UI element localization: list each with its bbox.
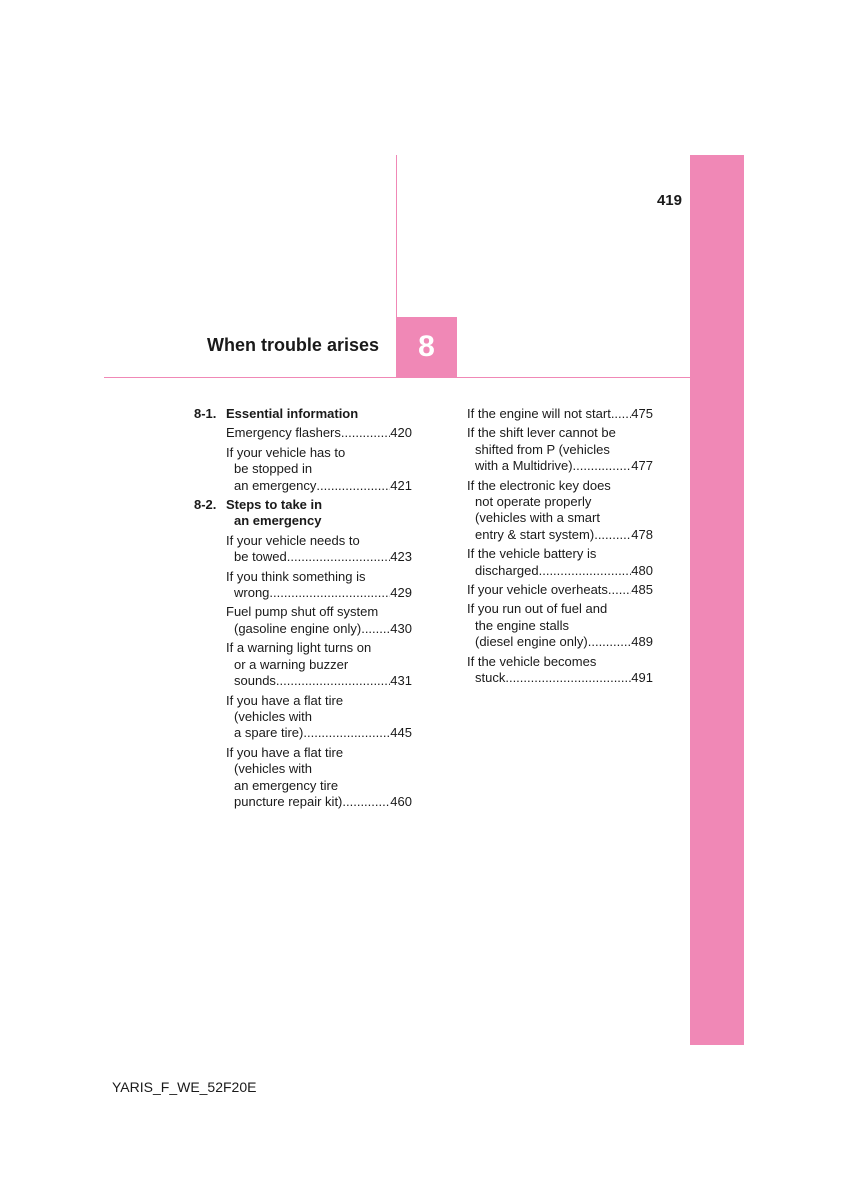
toc-page-number: 477 xyxy=(631,458,653,474)
toc-entry-line: (diesel engine only) xyxy=(475,634,588,650)
toc-entry-last-line xyxy=(226,425,412,441)
toc-page-number: 475 xyxy=(631,406,653,421)
toc-entry-line: wrong xyxy=(234,585,270,601)
toc-entry[interactable] xyxy=(226,533,412,566)
chapter-number-box xyxy=(396,317,457,377)
toc-page-number: 423 xyxy=(390,549,412,565)
toc-entry-last-line xyxy=(467,527,653,543)
toc-leader-dots xyxy=(505,670,631,686)
toc-page-number: 491 xyxy=(631,670,653,686)
toc-entry-line: entry & start system) xyxy=(475,526,595,542)
toc-leader-dots xyxy=(316,478,390,494)
toc-entry-last-line xyxy=(226,725,412,741)
toc-section-heading xyxy=(194,497,412,530)
toc-entry-line: (gasoline engine only) xyxy=(234,620,362,636)
toc-leader-dots xyxy=(342,794,390,810)
toc-entry-line: If your vehicle has to xyxy=(226,444,346,460)
toc-entry-line: If you think something is xyxy=(226,568,366,584)
toc-entry-line: If you run out of fuel and xyxy=(467,601,608,617)
toc-page-number: 478 xyxy=(631,526,653,542)
toc-section-title-line: Steps to take in xyxy=(226,497,323,513)
toc-entry-line: If a warning light turns on xyxy=(226,640,372,656)
toc-entry-line: If your vehicle needs to xyxy=(226,532,360,548)
toc-leader-dots xyxy=(539,563,632,579)
toc-entry[interactable] xyxy=(226,569,412,602)
toc-entry-line: If you have a flat tire xyxy=(226,692,344,708)
toc-entry-line: stuck xyxy=(475,670,506,686)
toc-leader-dots xyxy=(341,425,390,441)
toc-leader-dots xyxy=(303,725,390,741)
toc-entry[interactable] xyxy=(467,425,653,474)
toc-section-title xyxy=(226,497,412,530)
toc-leader-dots xyxy=(287,549,391,565)
toc-entry-line: If the shift lever cannot be xyxy=(467,425,616,441)
chapter-side-tab xyxy=(690,155,744,1045)
toc-leader-dots xyxy=(611,406,631,422)
toc-page-number: 421 xyxy=(390,477,412,493)
toc-entry-last-line xyxy=(226,621,412,637)
toc-left-column xyxy=(194,406,412,813)
toc-page-number: 431 xyxy=(390,673,412,689)
toc-entry[interactable] xyxy=(467,406,653,422)
toc-entry-line: a spare tire) xyxy=(234,725,304,741)
toc-entry-last-line xyxy=(467,582,653,598)
toc-entry[interactable] xyxy=(226,425,412,441)
toc-entry-last-line xyxy=(226,794,412,810)
toc-entry-line: the engine stalls xyxy=(475,617,569,633)
toc-entry-last-line xyxy=(467,406,653,422)
toc-entry[interactable] xyxy=(226,604,412,637)
toc-entry-line: If the engine will not start xyxy=(467,406,611,421)
toc-entry-line: shifted from P (vehicles xyxy=(475,441,610,457)
toc-entry-line: sounds xyxy=(234,673,276,689)
toc-entry-line: discharged xyxy=(475,562,539,578)
toc-page-number: 430 xyxy=(390,620,412,636)
toc-entry-line: If your vehicle overheats xyxy=(467,582,608,598)
toc-entry-line: If the vehicle battery is xyxy=(467,546,597,562)
header-horizontal-rule xyxy=(104,377,690,378)
toc-entry[interactable] xyxy=(467,582,653,598)
footer-code: YARIS_F_WE_52F20E xyxy=(112,1079,257,1095)
toc-leader-dots xyxy=(608,582,631,598)
toc-entry[interactable] xyxy=(226,445,412,494)
toc-entry[interactable] xyxy=(467,546,653,579)
toc-entry[interactable] xyxy=(467,654,653,687)
toc-entry-line: not operate properly xyxy=(475,494,592,510)
toc-entry-line: with a Multidrive) xyxy=(475,458,573,474)
chapter-number: 8 xyxy=(418,330,435,363)
toc-entry-line: Emergency flashers xyxy=(226,425,341,441)
toc-entry-line: puncture repair kit) xyxy=(234,793,343,809)
toc-entry[interactable] xyxy=(226,640,412,689)
toc-entry-last-line xyxy=(226,549,412,565)
toc-entry[interactable] xyxy=(467,478,653,544)
toc-entry[interactable] xyxy=(467,601,653,650)
toc-page-number: 489 xyxy=(631,634,653,650)
chapter-title: When trouble arises xyxy=(206,335,379,355)
toc-leader-dots xyxy=(573,458,632,474)
toc-page-number: 445 xyxy=(390,725,412,741)
toc-leader-dots xyxy=(588,634,632,650)
toc-right-column xyxy=(467,406,653,690)
toc-section-title-line: an emergency xyxy=(234,513,322,529)
toc-page-number: 429 xyxy=(390,585,412,601)
toc-entry-line: or a warning buzzer xyxy=(234,656,349,672)
toc-page-number: 460 xyxy=(390,793,412,809)
toc-entry-line: If the electronic key does xyxy=(467,477,611,493)
toc-section-title xyxy=(226,406,412,422)
toc-section-number: 8-2. xyxy=(194,497,217,513)
toc-page-number: 485 xyxy=(631,582,653,598)
toc-entry-last-line xyxy=(467,634,653,650)
toc-entry-line: (vehicles with xyxy=(234,708,313,724)
header-vertical-rule xyxy=(396,155,397,317)
toc-leader-dots xyxy=(594,527,631,543)
toc-entry-last-line xyxy=(467,563,653,579)
toc-page-number: 420 xyxy=(390,425,412,441)
toc-entry-line: an emergency xyxy=(234,477,317,493)
toc-entry-line: be stopped in xyxy=(234,461,313,477)
toc-entry-line: an emergency tire xyxy=(234,777,339,793)
toc-entry-line: (vehicles with xyxy=(234,761,313,777)
toc-section-title-line: Essential information xyxy=(226,406,359,421)
toc-entry-last-line xyxy=(226,673,412,689)
toc-entry[interactable] xyxy=(226,693,412,742)
toc-leader-dots xyxy=(269,585,390,601)
toc-entry-last-line xyxy=(467,458,653,474)
toc-section-heading xyxy=(194,406,412,422)
toc-section-number: 8-1. xyxy=(194,406,217,421)
toc-entry-last-line xyxy=(467,670,653,686)
toc-leader-dots xyxy=(361,621,390,637)
toc-entry-line: be towed xyxy=(234,549,287,565)
toc-entry-line: Fuel pump shut off system xyxy=(226,604,379,620)
toc-entry-last-line xyxy=(226,478,412,494)
toc-entry-line: (vehicles with a smart xyxy=(475,510,600,526)
toc-entry-line: If the vehicle becomes xyxy=(467,653,597,669)
toc-entry[interactable] xyxy=(226,745,412,811)
page-number: 419 xyxy=(656,192,682,209)
toc-leader-dots xyxy=(276,673,390,689)
toc-entry-line: If you have a flat tire xyxy=(226,744,344,760)
toc-entry-last-line xyxy=(226,585,412,601)
toc-page-number: 480 xyxy=(631,562,653,578)
